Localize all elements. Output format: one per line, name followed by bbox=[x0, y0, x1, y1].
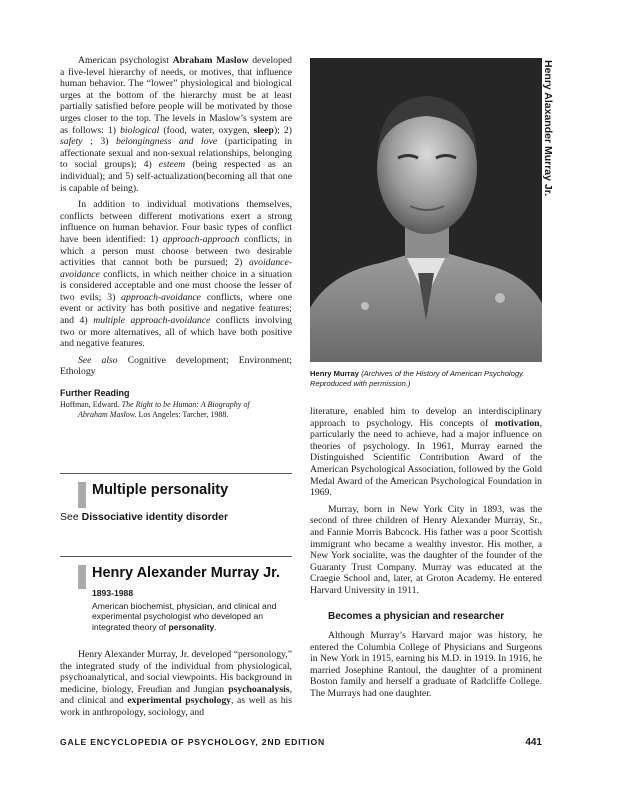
bio-summary bbox=[92, 588, 292, 632]
section-multiple-personality bbox=[60, 473, 292, 509]
bio-description: American biochemist, physician, and clinical and experimental psychologist who developed an integrated theory of personality. bbox=[92, 600, 277, 632]
running-head bbox=[540, 60, 554, 200]
citation: Hoffman, Edward. The Right to be Human: A Biography of Abraham Maslow. Los Angeles: Tarcher, 1988. bbox=[60, 399, 250, 419]
page-number: 441 bbox=[525, 737, 542, 748]
murray-intro: Henry Alexander Murray, Jr. developed “personology,” the integrated study of the individual from physiological, psychoanalytical, and social viewpoints. His background in medicine, biology, Freudian and Jungian psychoanalysis, and clinical and experimental psychology, as well as his work in anthropology, sociology, and bbox=[60, 649, 293, 718]
right-column bbox=[310, 406, 542, 700]
see-reference: See Dissociative identity disorder bbox=[60, 511, 229, 523]
see-also: See also Cognitive development; Environment; Ethology bbox=[60, 354, 292, 378]
section-title: Henry Alexander Murray Jr. bbox=[92, 565, 281, 581]
conflicts-paragraph: In addition to individual motivations themselves, conflicts between different motivations exert a strong influence on human behavior. Four basic types of conflict have been identified: 1) approach-approach conflicts, in which a person must choose between two desirable activities that cannot both be pursued; 2) avoidance-avoidance conflicts, in which neither choice in a situation is considered acceptable and one must choose the lesser of two evils; 3) approach-avoidance conflicts, where one event or activity has both positive and negative features; and 4) multiple approach-avoidance conflicts involving two or more alternatives, all of which have both positive and negative features. bbox=[60, 199, 293, 350]
maslow-paragraph: American psychologist Abraham Maslow developed a five-level hierarchy of needs, or motives, that influence human behavior. The “lower” physiological and biological urges at the bottom of the hierarchy must be at least partially satisfied before people will be motivated by those urges closer to the top. The levels in Maslow’s system are as follows: 1) biological (food, water, oxygen, sleep); 2) safety ; 3) belongingness and love (participating in affectionate sexual and non-sexual relationships, belonging to social groups); 4) esteem (being respected as an individual); and 5) self-actualization(becoming all that one is capable of being). bbox=[60, 55, 293, 194]
right-paragraph-1: literature, enabled him to develop an interdisciplinary approach to psychology. His concepts of motivation, particularly the need to achieve, had a major influence on theories of psychology. In 1961, Murray earned the Distinguished Scientific Contribution Award of the American Psychological Association, followed by the Gold Medal Award of the American Psychological Foundation in 1969. bbox=[310, 406, 542, 499]
section-murray bbox=[60, 556, 292, 588]
further-reading-heading: Further Reading bbox=[60, 388, 130, 399]
page-footer bbox=[60, 737, 542, 747]
running-head-text: Henry Alaxander Murray Jr. bbox=[542, 60, 554, 197]
photo-caption: Henry Murray (Archives of the History of American Psychology. Reproduced with permission.) bbox=[310, 369, 525, 388]
subheading: Becomes a physician and researcher bbox=[328, 610, 505, 622]
see-link[interactable]: Dissociative identity disorder bbox=[81, 511, 229, 523]
portrait-photo bbox=[310, 58, 542, 362]
footer-title: GALE ENCYCLOPEDIA OF PSYCHOLOGY, 2ND EDITION bbox=[60, 737, 326, 747]
right-paragraph-3: Although Murray’s Harvard major was history, he entered the Columbia College of Physicians and Surgeons in New York in 1915, earning his M.D. in 1919. In 1916, he married Josephine Rantoul, the daughter of a prominent Boston family and herself a graduate of Radcliffe College. The Murrays had one daughter. bbox=[310, 630, 542, 700]
section-title: Multiple personality bbox=[92, 482, 229, 498]
right-paragraph-2: Murray, born in New York City in 1893, was the second of three children of Henry Alexander Murray, Sr., and Fannie Morris Babcock. His father was a poor Scottish immigrant who became a wealthy investor. His mother, a New York socialite, was the daughter of the founder of the Guaranty Trust Company. Murray was educated at the Craegie School and, later, at Groton Academy. He entered Harvard University in 1911. bbox=[310, 503, 542, 596]
bio-dates: 1893-1988 bbox=[92, 588, 134, 598]
left-column bbox=[60, 55, 292, 420]
portrait-image bbox=[310, 58, 542, 362]
